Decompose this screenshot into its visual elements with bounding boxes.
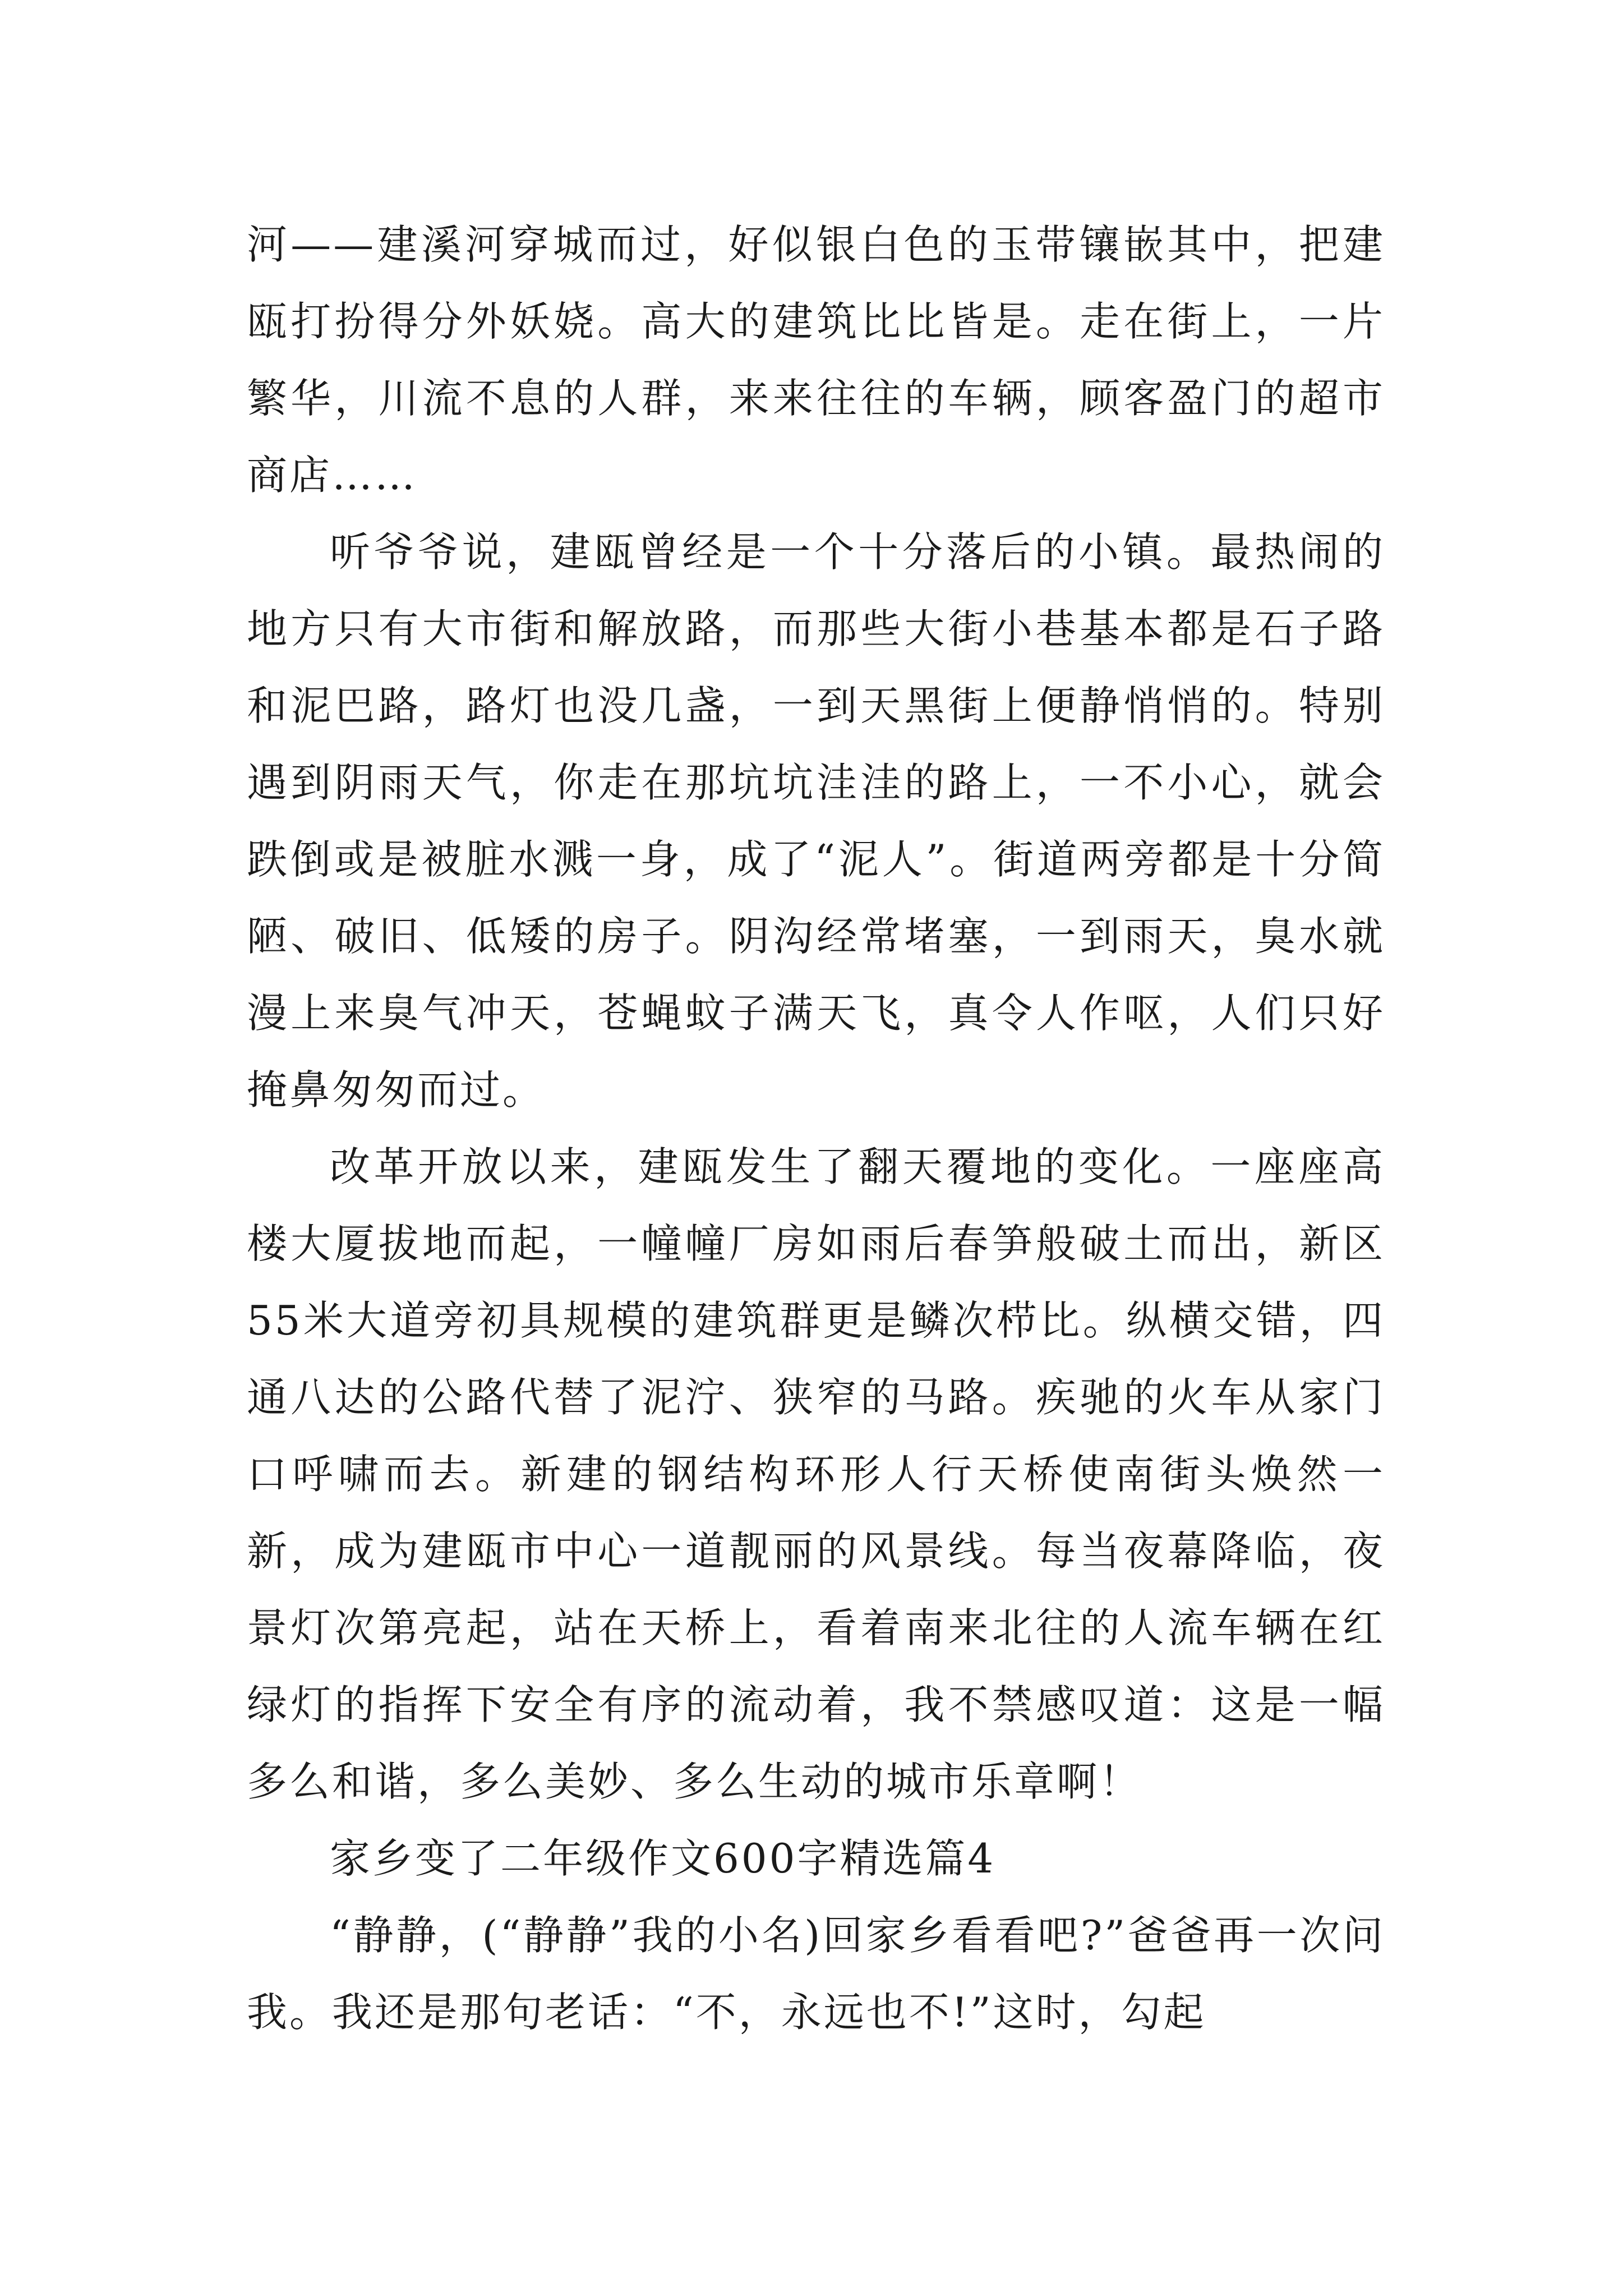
- section-heading: 家乡变了二年级作文600字精选篇4: [330, 1835, 996, 1882]
- document-body: [247, 206, 1385, 2051]
- paragraph-1: 河——建溪河穿城而过，好似银白色的玉带镶嵌其中，把建瓯打扮得分外妖娆。高大的建筑比比皆是。走在街上，一片繁华，川流不息的人群，来来往往的车辆，顾客盈门的超市商店……: [247, 221, 1385, 499]
- paragraph-2: 听爷爷说，建瓯曾经是一个十分落后的小镇。最热闹的地方只有大市街和解放路，而那些大街小巷基本都是石子路和泥巴路，路灯也没几盏，一到天黑街上便静悄悄的。特别遇到阴雨天气，你走在那坑坑洼洼的路上，一不小心，就会跌倒或是被脏水溅一身，成了“泥人”。街道两旁都是十分简陋、破旧、低矮的房子。阴沟经常堵塞，一到雨天，臭水就漫上来臭气冲天，苍蝇蚊子满天飞，真令人作呕，人们只好掩鼻匆匆而过。: [247, 528, 1385, 1114]
- paragraph-3: 改革开放以来，建瓯发生了翻天覆地的变化。一座座高楼大厦拔地而起，一幢幢厂房如雨后春笋般破土而出，新区55米大道旁初具规模的建筑群更是鳞次栉比。纵横交错，四通八达的公路代替了泥泞、狭窄的马路。疾驰的火车从家门口呼啸而去。新建的钢结构环形人行天桥使南街头焕然一新，成为建瓯市中心一道靓丽的风景线。每当夜幕降临，夜景灯次第亮起，站在天桥上，看着南来北往的人流车辆在红绿灯的指挥下安全有序的流动着，我不禁感叹道：这是一幅多么和谐，多么美妙、多么生动的城市乐章啊！: [247, 1143, 1385, 1805]
- paragraph-4: “静静，(“静静”我的小名)回家乡看看吧?”爸爸再一次问我。我还是那句老话：“不，永远也不!”这时，勾起: [247, 1912, 1385, 2036]
